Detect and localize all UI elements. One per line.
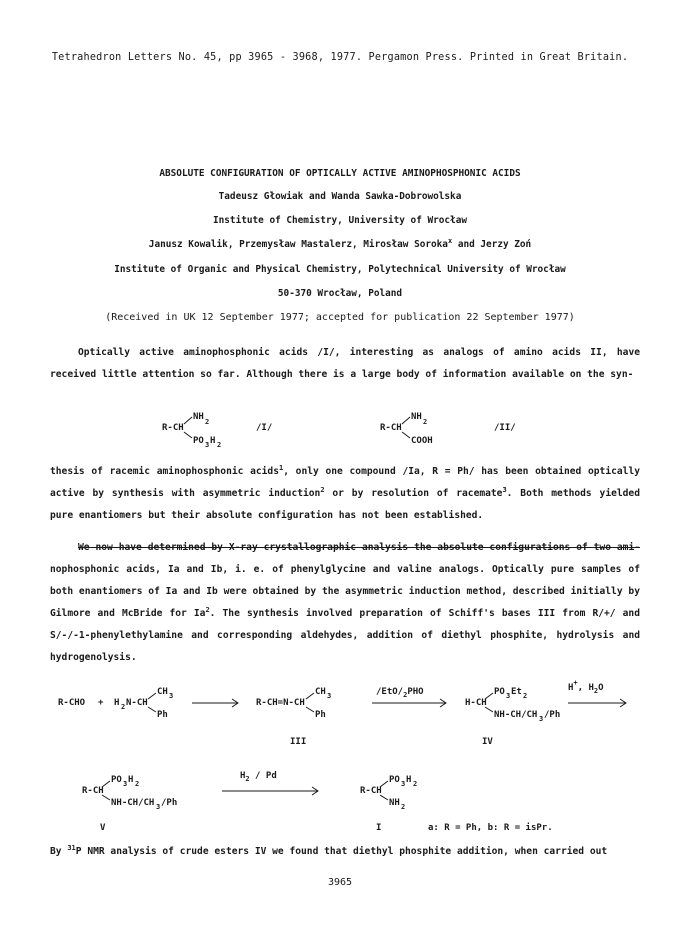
authors-line-1: Tadeusz Głowiak and Wanda Sawka-Dobrowolska — [218, 191, 462, 202]
svg-text:CH: CH — [315, 687, 326, 697]
svg-text:CH: CH — [157, 687, 168, 697]
p3-struck-line: We now have determined by X-ray crystallographic analysis the absolute configurations of two ami- — [78, 542, 640, 553]
svg-text:PO: PO — [111, 775, 122, 785]
svg-text:R-CHO: R-CHO — [58, 698, 86, 708]
running-header: Tetrahedron Letters No. 45, pp 3965 - 3968, 1977. Pergamon Press. Printed in Great Britain. — [51, 52, 629, 63]
svg-text:N-CH: N-CH — [126, 698, 148, 708]
svg-text:2: 2 — [135, 780, 140, 788]
p2-a: thesis of racemic aminophosphonic acids — [50, 466, 279, 477]
ab-note: a: R = Ph, b: R = isPr. — [428, 823, 553, 833]
scheme-row-1 — [58, 679, 626, 723]
reagent-hydrogenolysis: $H_2$ / Pd — [240, 771, 277, 783]
svg-text:H: H — [114, 698, 120, 708]
ref-2: 2 — [320, 485, 325, 494]
svg-text:H-CH: H-CH — [465, 698, 487, 708]
authors-2-names: Janusz Kowalik, Przemysław Mastalerz, Mirosław Soroka — [148, 239, 448, 250]
svg-text:R-CH=N-CH: R-CH=N-CH — [256, 698, 305, 708]
svg-text:PO: PO — [193, 436, 204, 446]
affiliation-2: Institute of Organic and Physical Chemistry, Polytechnical University of Wrocław — [114, 264, 566, 275]
svg-text:Ph: Ph — [315, 710, 326, 720]
svg-text:/Ph: /Ph — [161, 798, 178, 808]
svg-text:3: 3 — [156, 803, 161, 811]
p2-b: , only one compound /Ia, R = Ph/ has been obtained optically active by synthesis with asymmetric induction — [50, 466, 640, 499]
article-title: ABSOLUTE CONFIGURATION OF OPTICALLY ACTIVE AMINOPHOSPHONIC ACIDS — [159, 168, 521, 179]
reagent-acid-water: H+, $H_2O$ — [568, 679, 604, 695]
svg-text:R-CH: R-CH — [380, 423, 402, 433]
svg-text:PO: PO — [494, 687, 505, 697]
svg-text:NH: NH — [411, 412, 422, 422]
svg-text:H: H — [210, 436, 216, 446]
svg-text:Ph: Ph — [157, 710, 168, 720]
affiliation-2-city: 50-370 Wrocław, Poland — [277, 288, 403, 299]
svg-text:3: 3 — [539, 715, 544, 723]
svg-text:3: 3 — [123, 780, 128, 788]
paragraph-1-text: Optically active aminophosphonic acids /I/, interesting as analogs of amino acids II, have received little attention so far. Although there is a large body of information available on the syn- — [50, 347, 640, 380]
svg-text:R-CH: R-CH — [82, 786, 104, 796]
svg-text:+: + — [98, 698, 104, 708]
svg-text:2: 2 — [423, 418, 428, 426]
svg-text:Et: Et — [511, 687, 522, 697]
structure-I — [162, 412, 221, 449]
svg-text:NH-CH/CH: NH-CH/CH — [111, 798, 155, 808]
ref-3: 3 — [502, 485, 507, 494]
svg-text:/Ph: /Ph — [544, 710, 561, 720]
svg-text:R-CH: R-CH — [162, 423, 184, 433]
nmr-superscript: 31 — [67, 843, 76, 852]
label-II: /II/ — [494, 423, 516, 433]
svg-text:COOH: COOH — [411, 436, 433, 446]
authors-2-tail: and Jerzy Zoń — [452, 239, 532, 250]
svg-text:H: H — [406, 775, 412, 785]
ref-2b: 2 — [205, 605, 210, 614]
p3-a: nophosphonic acids, Ia and Ib, i. e. of phenylglycine and valine analogs. Optically pure samples of both enantiomers of Ia and Ib were obtained by the asymmetric induction method, described initially by Gilmore and McBride for Ia — [50, 564, 640, 619]
svg-text:3: 3 — [205, 441, 210, 449]
p2-d: . Both methods yielded pure enantiomers but their absolute configuration has not been established. — [50, 488, 640, 521]
authors-2-mark: x — [447, 236, 453, 245]
ref-1: 1 — [278, 463, 284, 472]
received-note: (Received in UK 12 September 1977; accepted for publication 22 September 1977) — [105, 312, 575, 323]
svg-text:2: 2 — [523, 692, 528, 700]
svg-text:2: 2 — [413, 780, 418, 788]
page-number: 3965 — [327, 877, 353, 888]
affiliation-1: Institute of Chemistry, University of Wrocław — [213, 215, 467, 226]
svg-text:NH: NH — [193, 412, 204, 422]
p2-c: or by resolution of racemate — [324, 488, 503, 499]
svg-text:3: 3 — [401, 780, 406, 788]
structure-II — [380, 412, 433, 446]
svg-text:R-CH: R-CH — [360, 786, 382, 796]
p3-b: . The synthesis involved preparation of Schiff's bases III from R/+/ and S/-/-1-phenylethylamine and corresponding aldehydes, addition of diethyl phosphite, hydrolysis and hydrogenolysis. — [50, 608, 640, 663]
label-I-product: I — [376, 823, 382, 833]
scheme-row-2 — [82, 771, 417, 811]
svg-text:2: 2 — [401, 803, 406, 811]
svg-text:2: 2 — [217, 441, 222, 449]
svg-text:2: 2 — [205, 418, 210, 426]
reagent-diethylphosphite: $/EtO/_2PHO$ — [376, 687, 424, 699]
label-I: /I/ — [256, 423, 273, 433]
svg-text:NH-CH/CH: NH-CH/CH — [494, 710, 538, 720]
svg-text:PO: PO — [389, 775, 400, 785]
svg-text:3: 3 — [169, 692, 174, 700]
label-III: III — [290, 737, 307, 747]
svg-text:H: H — [128, 775, 134, 785]
svg-text:NH: NH — [389, 798, 400, 808]
label-IV: IV — [482, 737, 493, 747]
last-line: By $^{31}$P NMR analysis of crude esters IV we found that diethyl phosphite addition, when carried out — [50, 843, 608, 857]
svg-text:3: 3 — [506, 692, 511, 700]
label-V: V — [100, 823, 106, 833]
svg-text:3: 3 — [327, 692, 332, 700]
last-line-text: P NMR analysis of crude esters IV we found that diethyl phosphite addition, when carried out — [75, 846, 608, 857]
svg-text:2: 2 — [121, 703, 126, 711]
